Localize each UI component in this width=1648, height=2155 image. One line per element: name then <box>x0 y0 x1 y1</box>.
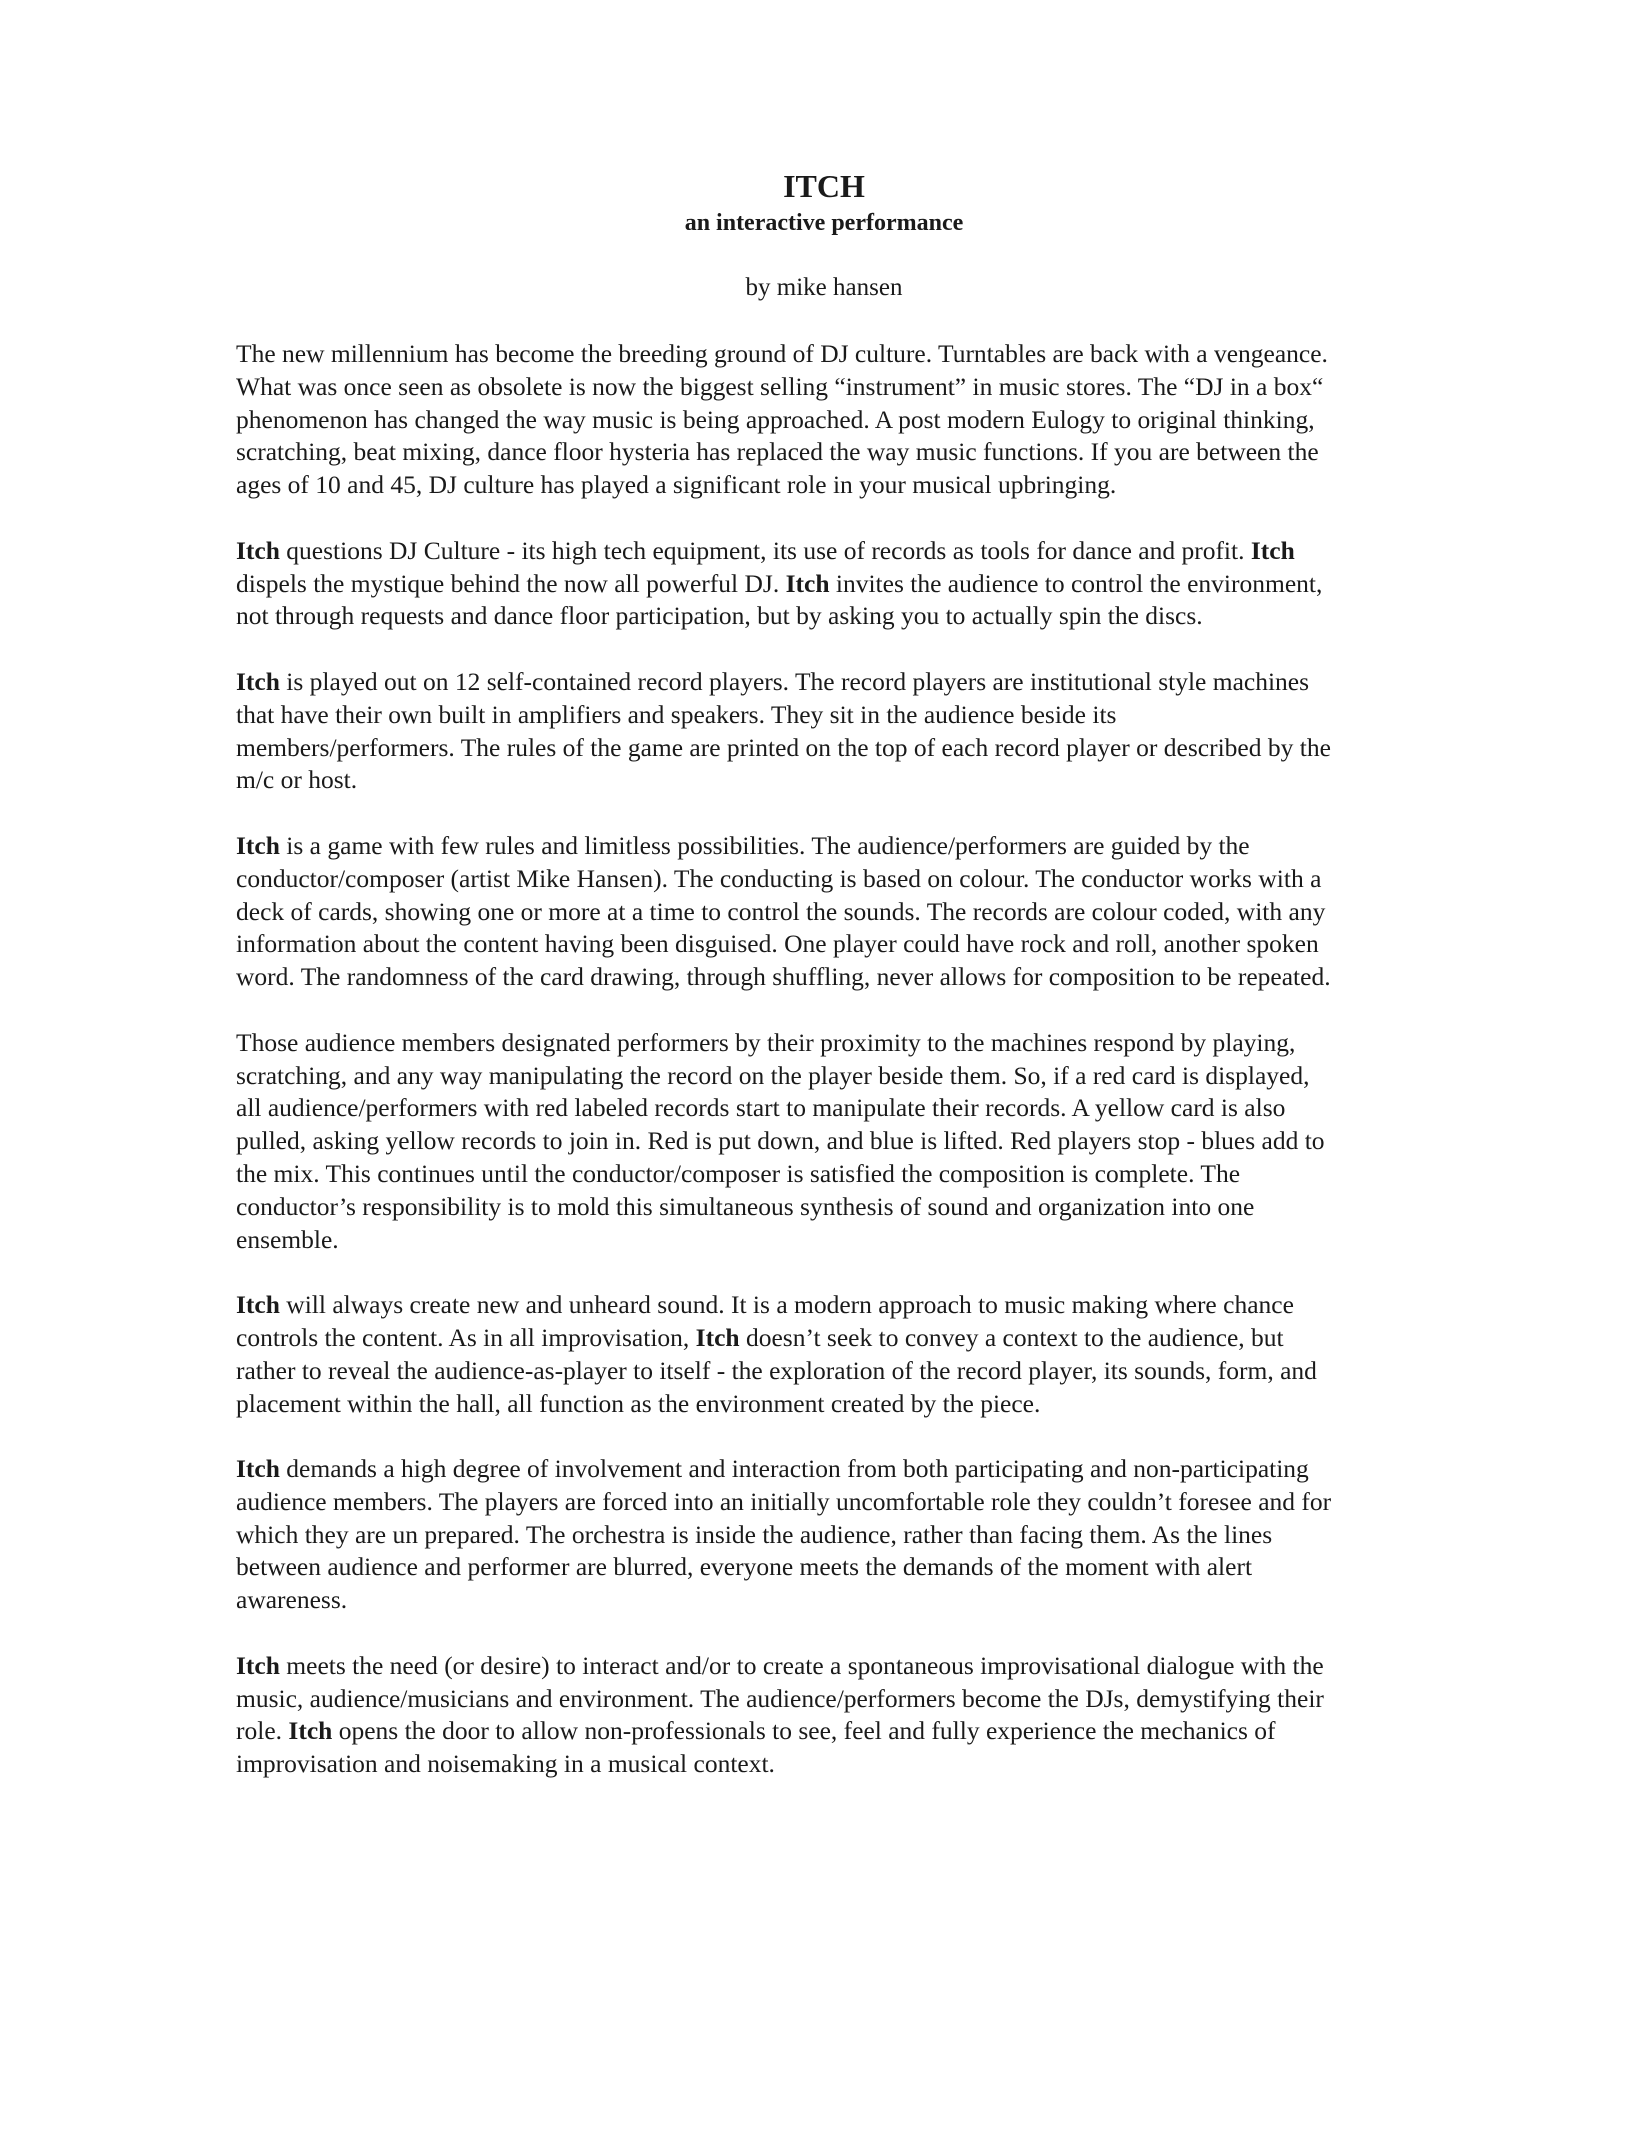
itch-emphasis: Itch <box>695 1322 740 1352</box>
text-line: role. Itch opens the door to allow non-professionals to see, feel and fully experience the mechanics of <box>236 1716 1276 1746</box>
document-title: ITCH <box>783 168 865 204</box>
text-line: improvisation and noisemaking in a musical context. <box>236 1749 775 1779</box>
text-line: Those audience members designated performers by their proximity to the machines respond by playing, <box>236 1027 1296 1057</box>
text-line: members/performers. The rules of the game are printed on the top of each record player or described by the <box>236 732 1331 762</box>
text-line: The new millennium has become the breeding ground of DJ culture. Turntables are back with a vengeance. <box>236 339 1328 368</box>
text-line: conductor’s responsibility is to mold this simultaneous synthesis of sound and organization into one <box>236 1191 1255 1221</box>
text-line: Itch will always create new and unheard sound. It is a modern approach to music making where chance <box>236 1290 1294 1320</box>
paragraph-gap <box>236 1420 1436 1453</box>
paragraph-gap <box>236 1256 1436 1289</box>
document-subtitle: an interactive performance <box>684 210 964 236</box>
paragraph-gap <box>236 502 1436 535</box>
paragraph-gap <box>236 1617 1436 1650</box>
itch-emphasis: Itch <box>288 1716 333 1746</box>
text-line: awareness. <box>236 1585 348 1615</box>
text-line: the mix. This continues until the conductor/composer is satisfied the composition is complete. The <box>236 1158 1241 1188</box>
text-line: scratching, beat mixing, dance floor hysteria has replaced the way music functions. If you are between the <box>236 437 1319 467</box>
itch-emphasis: Itch <box>236 535 280 565</box>
paragraph <box>236 1027 1436 1289</box>
text-line: between audience and performer are blurred, everyone meets the demands of the moment with alert <box>236 1552 1253 1582</box>
text-line: word. The randomness of the card drawing, through shuffling, never allows for composition to be repeated. <box>236 962 1331 992</box>
text-line: Itch questions DJ Culture - its high tech equipment, its use of records as tools for dance and profit. Itch <box>236 535 1295 565</box>
text-line: rather to reveal the audience-as-player to itself - the exploration of the record player, its sounds, form, and <box>236 1355 1317 1385</box>
text-line: not through requests and dance floor participation, but by asking you to actually spin the discs. <box>236 601 1203 631</box>
text-line: which they are un prepared. The orchestra is inside the audience, rather than facing them. As the lines <box>236 1519 1273 1549</box>
text-line: Itch demands a high degree of involvement and interaction from both participating and non-participating <box>236 1454 1309 1484</box>
paragraph-gap <box>236 994 1436 1027</box>
paragraph <box>236 1650 1436 1781</box>
itch-emphasis: Itch <box>236 830 280 860</box>
text-line: ensemble. <box>236 1224 339 1254</box>
itch-emphasis: Itch <box>785 568 830 598</box>
text-line: pulled, asking yellow records to join in. Red is put down, and blue is lifted. Red players stop - blues add to <box>236 1126 1325 1156</box>
text-line: information about the content having been disguised. One player could have rock and roll, another spoken <box>236 929 1319 959</box>
text-line: dispels the mystique behind the now all powerful DJ. Itch invites the audience to control the environment, <box>236 568 1323 598</box>
text-line: Itch is played out on 12 self-contained record players. The record players are institutional style machines <box>236 666 1310 696</box>
itch-emphasis: Itch <box>236 1454 280 1484</box>
paragraph <box>236 535 1436 666</box>
itch-emphasis: Itch <box>236 666 280 696</box>
itch-emphasis: Itch <box>236 1290 280 1320</box>
paragraph-gap <box>236 633 1436 666</box>
itch-emphasis: Itch <box>1250 535 1295 565</box>
text-line: placement within the hall, all function as the environment created by the piece. <box>236 1388 1041 1418</box>
text-line: What was once seen as obsolete is now the biggest selling “instrument” in music stores. The “DJ in a box“ <box>236 371 1324 401</box>
text-line: that have their own built in amplifiers and speakers. They sit in the audience beside its <box>236 699 1117 729</box>
paragraph <box>236 1453 1436 1650</box>
paragraph <box>236 666 1436 830</box>
text-line: Itch meets the need (or desire) to interact and/or to create a spontaneous improvisational dialogue with the <box>236 1650 1324 1680</box>
author-byline: by mike hansen <box>745 274 903 301</box>
paragraph <box>236 338 1436 535</box>
text-line: phenomenon has changed the way music is being approached. A post modern Eulogy to original thinking, <box>236 404 1315 434</box>
paragraph <box>236 830 1436 1027</box>
text-line: ages of 10 and 45, DJ culture has played a significant role in your musical upbringing. <box>236 470 1117 500</box>
document-body <box>236 338 1436 1781</box>
itch-emphasis: Itch <box>236 1650 280 1680</box>
text-line: m/c or host. <box>236 765 358 795</box>
text-line: deck of cards, showing one or more at a time to control the sounds. The records are colour coded, with any <box>236 896 1326 926</box>
text-line: conductor/composer (artist Mike Hansen). The conducting is based on colour. The conductor works with a <box>236 863 1322 893</box>
paragraph-gap <box>236 797 1436 830</box>
text-line: music, audience/musicians and environment. The audience/performers become the DJs, demystifying their <box>236 1683 1324 1713</box>
text-line: Itch is a game with few rules and limitless possibilities. The audience/performers are guided by the <box>236 830 1250 860</box>
paragraph <box>236 1289 1436 1453</box>
text-line: audience members. The players are forced into an initially uncomfortable role they couldn’t foresee and for <box>236 1486 1332 1516</box>
text-line: scratching, and any way manipulating the record on the player beside them. So, if a red card is displayed, <box>236 1060 1310 1090</box>
text-line: all audience/performers with red labeled records start to manipulate their records. A yellow card is also <box>236 1093 1286 1123</box>
text-line: controls the content. As in all improvisation, Itch doesn’t seek to convey a context to the audience, but <box>236 1322 1284 1352</box>
